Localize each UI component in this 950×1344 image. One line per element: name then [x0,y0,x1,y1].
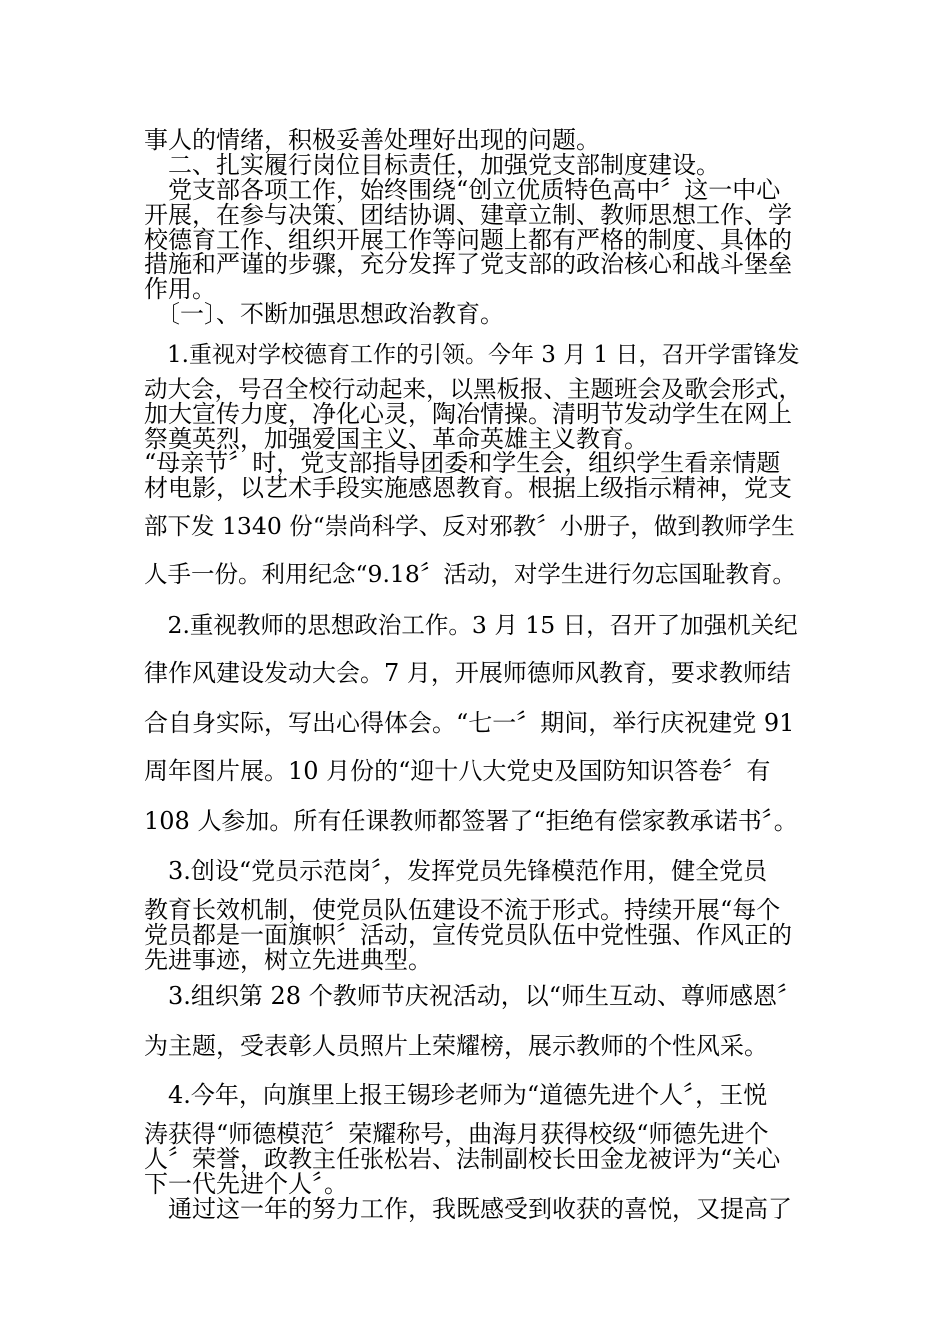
text-line: 材电影，以艺术手段实施感恩教育。根据上级指示精神，党支 [144,474,792,502]
text-line: 律作风建设发动大会。7 月，开展师德师风教育，要求教师结 [144,659,791,687]
text-line: 祭奠英烈，加强爱国主义、革命英雄主义教育。 [144,425,648,453]
section-heading: 二、扎实履行岗位目标责任，加强党支部制度建设。 [144,151,720,179]
text-line: 动大会，号召全校行动起来，以黑板报、主题班会及歌会形式， [144,375,802,403]
text-line: 作用。 [144,275,216,303]
text-line: 108 人参加。所有任课教师都签署了“拒绝有偿家教承诺书〞。 [144,807,798,835]
text-line: 事人的情绪，积极妥善处理好出现的问题。 [144,126,600,154]
text-line: 下一代先进个人〞。 [144,1170,348,1198]
text-line: 措施和严谨的步骤，充分发挥了党支部的政治核心和战斗堡垒 [144,250,792,278]
text-line: 为主题，受表彰人员照片上荣耀榜，展示教师的个性风采。 [144,1032,768,1060]
text-line: 通过这一年的努力工作，我既感受到收获的喜悦，又提高了 [144,1195,792,1223]
text-line: 3.组织第 28 个教师节庆祝活动，以“师生互动、尊师感恩〞 [144,982,801,1010]
text-line: 开展，在参与决策、团结协调、建章立制、教师思想工作、学 [144,201,792,229]
text-line: 党支部各项工作，始终围绕“创立优质特色高中〞这一中心 [144,176,781,204]
text-line: 党员都是一面旗帜〞活动，宣传党员队伍中党性强、作风正的 [144,921,792,949]
text-line: 合自身实际，写出心得体会。“七一〞期间，举行庆祝建党 91 [144,709,795,737]
text-line: 涛获得“师德模范〞荣耀称号，曲海月获得校级“师德先进个 [144,1120,769,1148]
text-line: 2.重视教师的思想政治工作。3 月 15 日，召开了加强机关纪 [144,611,798,639]
text-line: 人〞荣誉，政教主任张松岩、法制副校长田金龙被评为“关心 [144,1145,781,1173]
text-line: 1.重视对学校德育工作的引领。今年 3 月 1 日，召开学雷锋发 [144,342,800,368]
text-line: 4.今年，向旗里上报王锡珍老师为“道德先进个人〞，王悦 [144,1081,768,1109]
text-line: “母亲节〞时，党支部指导团委和学生会，组织学生看亲情题 [144,449,781,477]
text-line: 先进事迹，树立先进典型。 [144,946,432,974]
text-line: 校德育工作、组织开展工作等问题上都有严格的制度、具体的 [144,226,792,254]
text-line: 教育长效机制，使党员队伍建设不流于形式。持续开展“每个 [144,896,781,924]
text-line: 3.创设“党员示范岗〞，发挥党员先锋模范作用，健全党员 [144,857,768,885]
text-line: 加大宣传力度，净化心灵，陶冶情操。清明节发动学生在网上 [144,400,792,428]
text-line: 部下发 1340 份“崇尚科学、反对邪教〞小册子，做到教师学生 [144,512,795,540]
text-line: 周年图片展。10 月份的“迎十八大党史及国防知识答卷〞有 [144,757,771,785]
text-line: 人手一份。利用纪念“9.18〞活动，对学生进行勿忘国耻教育。 [144,560,796,588]
subsection-heading: 〔一〕、不断加强思想政治教育。 [144,300,504,328]
